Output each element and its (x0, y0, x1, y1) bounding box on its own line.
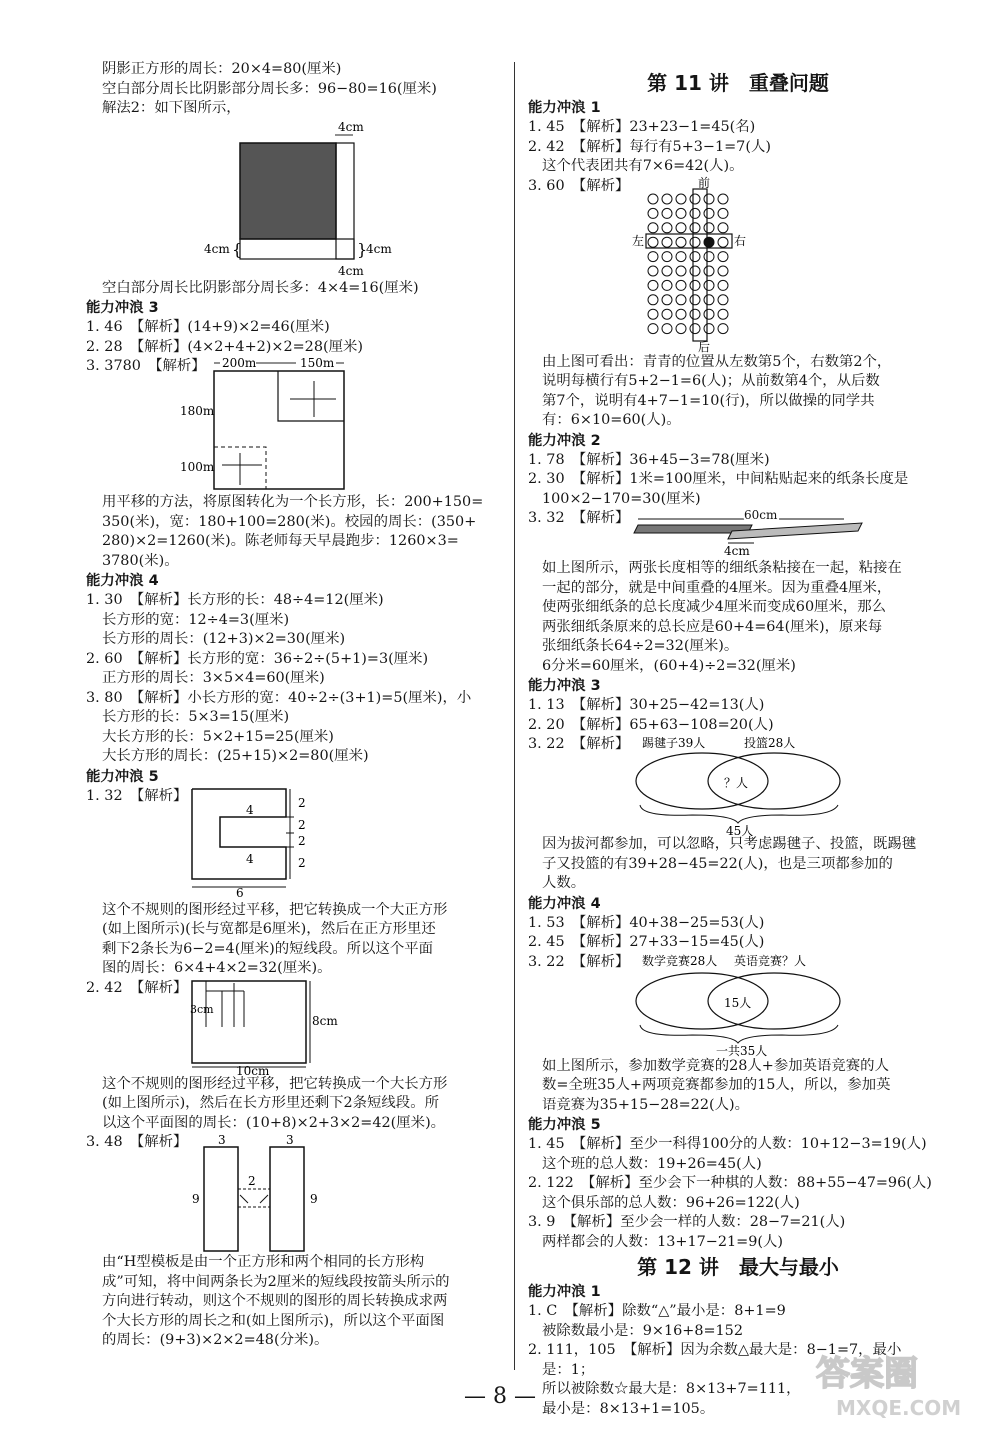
text-line: 空白部分周长比阴影部分周长多：96−80=16(厘米) (102, 80, 437, 97)
dot (718, 208, 728, 218)
dot (648, 194, 658, 204)
left-column (86, 60, 506, 1351)
right-column (528, 68, 948, 1419)
label-side-top: 180m (180, 404, 215, 418)
answer-line: 1. C 【解析】除数“△”最小是：8+1=9 (528, 1303, 786, 1319)
figure-shaded-square (196, 119, 506, 279)
text-line: 最小是：8×13+1=105。 (542, 1400, 715, 1417)
answer-line: 3. 32 【解析】 (528, 510, 630, 526)
watermark-logo (810, 1345, 980, 1425)
text-line: 这个代表团共有7×6=42(人)。 (542, 158, 744, 174)
text-line: 一起的部分，就是中间重叠的4厘米。因为重叠4厘米， (542, 579, 892, 596)
figure-venn-sports (632, 735, 892, 838)
label-bottom: 4cm (338, 263, 364, 278)
dot (648, 237, 658, 247)
dot (676, 208, 686, 218)
dot (704, 251, 714, 261)
dot (662, 280, 672, 290)
dot (648, 309, 658, 319)
label-left: 4cm (204, 241, 230, 256)
dot (690, 309, 700, 319)
text-line: 这个不规则的图形经过平移，把它转换成一个大正方形 (102, 901, 448, 918)
text-line: 阴影正方形的周长：20×4=80(厘米) (102, 61, 342, 77)
figure-big-rectangle (190, 979, 370, 1078)
dot (704, 309, 714, 319)
dot (704, 323, 714, 333)
label-bottom: 6 (236, 885, 244, 900)
answer-line: 1. 13 【解析】30+25−42=13(人) (528, 697, 765, 713)
dot (718, 294, 728, 304)
dot (662, 194, 672, 204)
text-line: 有：6×10=60(人)。 (542, 412, 681, 428)
label-mid: 2 (248, 1174, 256, 1188)
text-line: 数=全班35人+两项竞赛都参加的15人，所以，参加英 (542, 1077, 891, 1093)
answer-line: 1. 32 【解析】 (86, 787, 188, 804)
text-line: 以这个平面图的周长：(10+8)×2+3×2=42(厘米)。 (102, 1114, 446, 1131)
text-line: 由“H型模板是由一个正方形和两个相同的长方形构 (102, 1254, 425, 1270)
text-line: (如上图所示)(长与宽都是6厘米)，然后在正方形里还 (102, 921, 436, 937)
label-t1: 3 (218, 1133, 226, 1147)
dot (690, 280, 700, 290)
answer-line: 1. 53 【解析】40+38−25=53(人) (528, 914, 765, 931)
label-back: 后 (698, 339, 711, 354)
dot (676, 294, 686, 304)
dot (718, 323, 728, 333)
text-line: 如上图所示，参加数学竞赛的28人+参加英语竞赛的人 (542, 1057, 889, 1074)
label-right: 投篮28人 (744, 736, 796, 750)
dot (718, 309, 728, 319)
dot (662, 222, 672, 232)
dot (690, 222, 700, 232)
label-front: 前 (698, 175, 711, 190)
dot (676, 222, 686, 232)
dot (676, 266, 686, 276)
section-heading: 能力冲浪 5 (528, 1117, 601, 1133)
dot (676, 323, 686, 333)
answer-line: 2. 30 【解析】1米=100厘米，中间粘贴起来的纸条长度是 (528, 471, 909, 487)
dot (690, 323, 700, 333)
label-top-left: 200m (222, 356, 257, 370)
label-left: 踢毽子39人 (642, 736, 706, 750)
label-right: 4cm (366, 241, 392, 256)
dot (704, 208, 714, 218)
label-side: 3cm (190, 1002, 214, 1016)
dot (648, 280, 658, 290)
text-line: 成”可知，将中间两条长为2厘米的短线段按箭头所示的 (102, 1273, 450, 1290)
label-h3: 2 (298, 833, 306, 848)
section-heading: 能力冲浪 5 (86, 768, 159, 785)
answer-line: 3. 22 【解析】 (528, 736, 630, 752)
dot (676, 280, 686, 290)
answer-line: 2. 45 【解析】27+33−15=45(人) (528, 934, 765, 950)
lecture-title: 第 11 讲 重叠问题 (647, 71, 829, 95)
text-line: 由上图可看出：青青的位置从左数第5个，右数第2个， (542, 353, 892, 370)
dot (676, 237, 686, 247)
text-line: 长方形的长：5×3=15(厘米) (102, 709, 290, 725)
answer-line: 3. 80 【解析】小长方形的宽：40÷2÷(3+1)=5(厘米)，小 (86, 689, 472, 706)
figure-h-template (190, 1133, 330, 1253)
dot (718, 251, 728, 261)
answer-line: 2. 42 【解析】 (86, 979, 188, 996)
answer-line: 2. 20 【解析】65+63−108=20(人) (528, 716, 774, 733)
dot (704, 266, 714, 276)
text-line: 两样都会的人数：13+17−21=9(人) (542, 1233, 784, 1250)
text-line: 这个不规则的图形经过平移，把它转换成一个大长方形 (102, 1075, 448, 1092)
label-h4: 2 (298, 855, 306, 870)
dot (648, 222, 658, 232)
watermark-text: 答案圈 (816, 1354, 918, 1394)
dot (648, 208, 658, 218)
text-line: 所以被除数☆最大是：8×13+7=111， (542, 1381, 801, 1397)
text-line: 350(米)，宽：180+100=280(米)。校园的周长：(350+ (102, 513, 477, 530)
text-line: 两张细纸条原来的总长应是60+4=64(厘米)，原来每 (542, 618, 883, 635)
dot (718, 237, 728, 247)
dot (718, 280, 728, 290)
figure-paper-strips (632, 509, 872, 559)
label-right: 右 (734, 233, 747, 248)
dot (648, 251, 658, 261)
text-line: 因为拔河都参加，可以忽略，只考虑踢毽子、投篮，既踢毽 (542, 836, 917, 852)
label-side-bottom: 100m (180, 460, 215, 474)
text-line: 被除数最小是：9×16+8=152 (542, 1322, 743, 1339)
label-h2: 2 (298, 817, 306, 832)
text-line: 大长方形的长：5×2+15=25(厘米) (102, 728, 334, 745)
answer-line: 3. 22 【解析】 (528, 953, 630, 970)
answer-line: 2. 60 【解析】长方形的宽：36÷2÷(5+1)=3(厘米) (86, 650, 429, 667)
dot (690, 294, 700, 304)
text-line: 100×2−170=30(厘米) (542, 490, 701, 507)
text-line: 280)×2=1260(米)。陈老师每天早晨跑步：1260×3= (102, 533, 459, 549)
text-line: 大长方形的周长：(25+15)×2=80(厘米) (102, 748, 369, 764)
dot (704, 280, 714, 290)
label-mid: 15人 (724, 995, 752, 1010)
section-heading: 能力冲浪 1 (528, 100, 601, 116)
text-line: 的周长：(9+3)×2×2=48(分米)。 (102, 1332, 329, 1348)
text-line: 正方形的周长：3×5×4=60(厘米) (102, 670, 325, 686)
text-line: 空白部分周长比阴影部分周长多：4×4=16(厘米) (102, 279, 419, 296)
dot (690, 251, 700, 261)
answer-line: 1. 78 【解析】36+45−3=78(厘米) (528, 451, 770, 468)
text-line: 个大长方形的周长之和(如上图所示)，所以这个平面图 (102, 1312, 445, 1329)
section-heading: 能力冲浪 4 (528, 895, 601, 912)
shaded-square (240, 143, 336, 239)
dot (690, 194, 700, 204)
label-top-right: 150m (300, 356, 335, 370)
answer-line: 3. 9 【解析】至少会一样的人数：28−7=21(人) (528, 1214, 846, 1230)
text-line: 使两张细纸条的总长度减少4厘米而变成60厘米，那么 (542, 599, 887, 615)
label-left: 数学竞赛28人 (642, 953, 718, 968)
figure-venn-contests (632, 953, 892, 1057)
label-r: 9 (310, 1192, 318, 1206)
text-line: 是：1； (542, 1361, 595, 1378)
dot (648, 266, 658, 276)
answer-line: 1. 45 【解析】23+23−1=45(名) (528, 119, 756, 135)
dot (718, 266, 728, 276)
dot (718, 194, 728, 204)
figure-campus (180, 356, 386, 493)
dot (690, 237, 700, 247)
label-t2: 3 (286, 1133, 294, 1147)
text-line: 语竞赛为35+15−28=22(人)。 (542, 1096, 749, 1113)
answer-line: 2. 28 【解析】(4×2+4+2)×2=28(厘米) (86, 338, 363, 355)
dot (662, 251, 672, 261)
dot (662, 208, 672, 218)
label-right: 英语竞赛？人 (734, 953, 807, 968)
label-top: 60cm (744, 508, 778, 522)
text-line: 剩下2条长为6−2=4(厘米)的短线段。所以这个平面 (102, 940, 433, 957)
dot (648, 323, 658, 333)
section-heading: 能力冲浪 3 (528, 678, 601, 694)
label-l: 9 (192, 1192, 200, 1206)
dot (704, 222, 714, 232)
lecture-title: 第 12 讲 最大与最小 (637, 1255, 839, 1279)
answer-line: 1. 46 【解析】(14+9)×2=46(厘米) (86, 319, 330, 335)
label-top: 4cm (338, 119, 364, 134)
answer-line: 3. 3780 【解析】 (86, 358, 206, 374)
section-heading: 能力冲浪 1 (528, 1284, 601, 1300)
dot (704, 194, 714, 204)
section-heading: 能力冲浪 4 (86, 573, 159, 589)
column-divider (514, 62, 515, 1370)
text-line: 说明每横行有5+2−1=6(人)；从前数第4个，从后数 (542, 373, 880, 389)
svg-text:{: { (232, 239, 243, 259)
text-line: 方向进行转动，则这个不规则的图形的周长转换成求两 (102, 1293, 448, 1309)
text-line: 长方形的宽：12÷4=3(厘米) (102, 611, 290, 628)
section-heading: 能力冲浪 2 (528, 432, 601, 449)
dot (718, 222, 728, 232)
text-line: 张细纸条长64÷2=32(厘米)。 (542, 638, 739, 654)
dot (676, 309, 686, 319)
svg-text:}: } (357, 239, 368, 259)
answer-line: 3. 60 【解析】 (528, 177, 630, 194)
text-line: 子又投篮的有39+28−45=22(人)，也是三项都参加的 (542, 855, 893, 872)
label-total: 45人 (726, 824, 754, 838)
label-bottom: 4cm (724, 544, 750, 558)
text-line: 用平移的方法，将原图转化为一个长方形，长：200+150= (102, 494, 484, 510)
answer-line: 2. 122 【解析】至少会下一种棋的人数：88+55−47=96(人) (528, 1175, 932, 1191)
answer-line: 3. 48 【解析】 (86, 1134, 188, 1150)
section-heading: 能力冲浪 3 (86, 300, 159, 316)
dot (648, 294, 658, 304)
label-left: 左 (632, 233, 645, 248)
text-line: 3780(米)。 (102, 552, 179, 569)
page-number: — 8 — (464, 1384, 536, 1409)
label-w2: 4 (246, 851, 254, 866)
answer-line: 2. 42 【解析】每行有5+3−1=7(人) (528, 138, 771, 155)
text-line: (如上图所示)，然后在长方形里还剩下2条短线段。所 (102, 1095, 439, 1111)
dot (676, 251, 686, 261)
figure-c-shape (190, 787, 330, 901)
answer-line: 1. 30 【解析】长方形的长：48÷4=12(厘米) (86, 592, 384, 608)
dot (662, 294, 672, 304)
text-line: 长方形的周长：(12+3)×2=30(厘米) (102, 631, 346, 647)
text-line: 解法2：如下图所示， (102, 100, 241, 116)
label-h1: 2 (298, 795, 306, 810)
answer-line: 2. 111，105 【解析】因为余数△最大是：8−1=7，最小 (528, 1342, 902, 1358)
text-line: 这个俱乐部的总人数：96+26=122(人) (542, 1194, 800, 1211)
dot (662, 323, 672, 333)
figure-dot-grid (632, 177, 812, 353)
dot (662, 266, 672, 276)
answer-line: 1. 45 【解析】至少一科得100分的人数：10+12−3=19(人) (528, 1136, 927, 1152)
text-line: 第7个，说明有4+7−1=10(行)，所以做操的同学共 (542, 392, 875, 409)
dot (662, 237, 672, 247)
text-line: 6分米=60厘米，(60+4)÷2=32(厘米) (542, 657, 796, 674)
dot (704, 294, 714, 304)
text-line: 这个班的总人数：19+26=45(人) (542, 1155, 762, 1172)
label-right: 8cm (312, 1013, 338, 1028)
dot (690, 266, 700, 276)
text-line: 如上图所示，两张长度相等的细纸条粘接在一起，粘接在 (542, 560, 902, 576)
watermark-url: MXQE.COM (836, 1396, 962, 1420)
label-total: 一共35人 (716, 1043, 768, 1058)
marked-dot (704, 237, 714, 247)
dot (690, 208, 700, 218)
dot (662, 309, 672, 319)
text-line: 人数。 (542, 875, 586, 891)
dot (676, 194, 686, 204)
text-line: 图的周长：6×4+4×2=32(厘米)。 (102, 960, 332, 976)
label-w1: 4 (246, 802, 254, 817)
label-bottom: 10cm (236, 1063, 270, 1078)
label-mid: ？人 (724, 776, 749, 790)
